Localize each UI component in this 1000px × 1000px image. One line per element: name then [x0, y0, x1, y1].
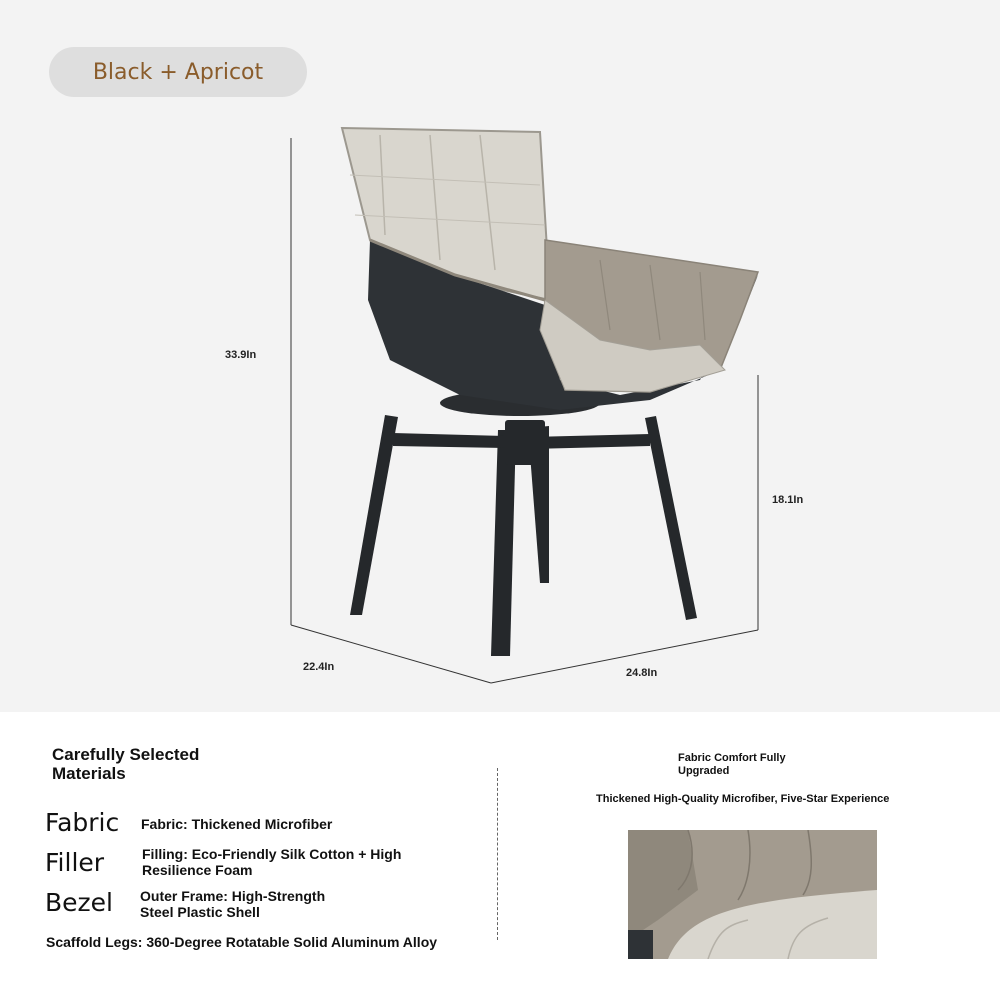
section-divider — [497, 768, 498, 940]
materials-heading: Carefully Selected Materials — [52, 745, 200, 783]
material-name-bezel: Bezel — [45, 888, 113, 917]
depth-dimension: 22.4In — [303, 661, 335, 673]
height-dimension: 33.9In — [225, 349, 257, 361]
comfort-subtitle: Thickened High-Quality Microfiber, Five-Star Experience — [596, 793, 890, 805]
comfort-title: Fabric Comfort Fully Upgraded — [678, 752, 786, 777]
legs-description: Scaffold Legs: 360-Degree Rotatable Solid Aluminum Alloy — [46, 934, 438, 950]
material-desc-fabric: Fabric: Thickened Microfiber — [141, 816, 333, 832]
material-desc-filler: Filling: Eco-Friendly Silk Cotton + High Resilience Foam — [142, 846, 402, 878]
chair-legs — [350, 415, 697, 656]
fabric-detail-image — [628, 830, 877, 959]
material-desc-bezel: Outer Frame: High-Strength Steel Plastic Shell — [140, 888, 326, 920]
material-name-filler: Filler — [45, 848, 105, 877]
seat-height-dimension: 18.1In — [772, 494, 804, 506]
width-dimension: 24.8In — [626, 667, 658, 679]
color-option-label: Black + Apricot — [92, 59, 264, 85]
material-name-fabric: Fabric — [45, 808, 120, 837]
